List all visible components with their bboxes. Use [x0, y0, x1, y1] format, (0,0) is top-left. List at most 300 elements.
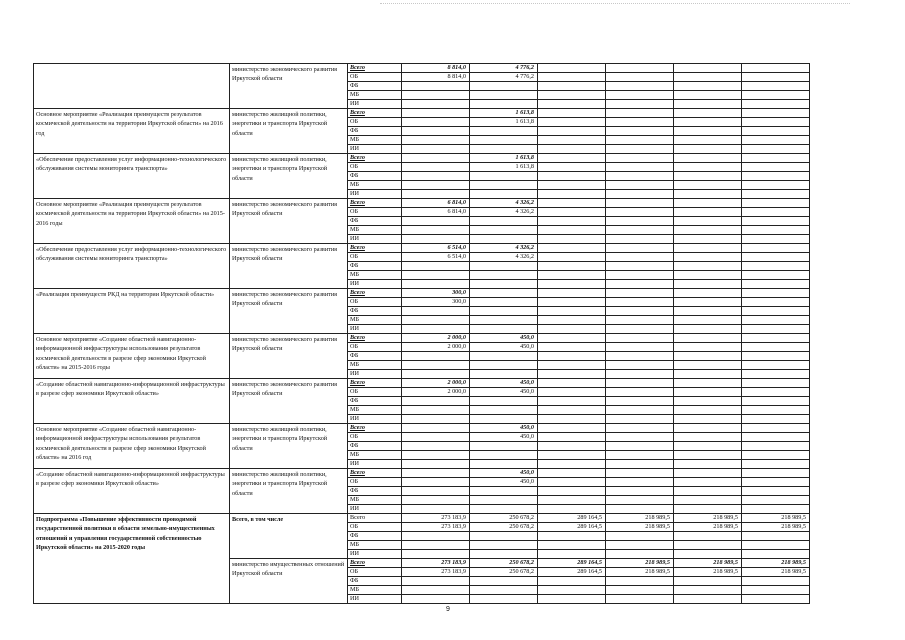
amount-cell — [402, 370, 470, 379]
amount-cell — [742, 91, 810, 100]
amount-cell — [674, 424, 742, 433]
amount-cell — [674, 82, 742, 91]
program-name: Основное мероприятие «Реализация преимуществ результатов космической деятельности на территории Иркутской области» на 2015-2016 годы — [34, 199, 230, 244]
amount-cell: 218 989,5 — [674, 568, 742, 577]
amount-cell — [606, 577, 674, 586]
amount-cell — [402, 487, 470, 496]
responsible-executor: министерство жилищной политики, энергетики и транспорта Иркутской области — [230, 424, 348, 469]
funding-source: ИИ — [348, 595, 402, 604]
amount-cell — [742, 478, 810, 487]
amount-cell — [538, 352, 606, 361]
responsible-executor: министерство экономического развития Иркутской области — [230, 334, 348, 379]
table-row — [34, 244, 810, 253]
amount-cell — [742, 172, 810, 181]
funding-source: ОБ — [348, 253, 402, 262]
amount-cell — [742, 307, 810, 316]
amount-cell — [742, 595, 810, 604]
amount-cell — [538, 586, 606, 595]
amount-cell — [606, 406, 674, 415]
amount-cell: 6 814,0 — [402, 199, 470, 208]
amount-cell — [606, 388, 674, 397]
amount-cell — [742, 100, 810, 109]
amount-cell — [742, 532, 810, 541]
amount-cell — [606, 469, 674, 478]
amount-cell — [674, 352, 742, 361]
funding-source: МБ — [348, 586, 402, 595]
responsible-executor: Всего, в том числе — [230, 514, 348, 559]
amount-cell — [470, 370, 538, 379]
amount-cell — [538, 289, 606, 298]
amount-cell: 273 183,9 — [402, 559, 470, 568]
amount-cell — [402, 127, 470, 136]
amount-cell — [742, 64, 810, 73]
funding-source: ФБ — [348, 82, 402, 91]
amount-cell — [538, 208, 606, 217]
amount-cell — [538, 73, 606, 82]
table-row — [34, 379, 810, 388]
amount-cell — [402, 307, 470, 316]
amount-cell — [402, 316, 470, 325]
funding-source: Всего — [348, 244, 402, 253]
amount-cell — [674, 163, 742, 172]
amount-cell — [538, 541, 606, 550]
amount-cell — [402, 496, 470, 505]
amount-cell — [674, 235, 742, 244]
amount-cell — [470, 100, 538, 109]
amount-cell: 450,0 — [470, 388, 538, 397]
funding-source: МБ — [348, 496, 402, 505]
amount-cell: 250 678,2 — [470, 514, 538, 523]
amount-cell: 450,0 — [470, 469, 538, 478]
amount-cell — [402, 424, 470, 433]
amount-cell — [674, 136, 742, 145]
amount-cell — [742, 262, 810, 271]
amount-cell — [470, 289, 538, 298]
amount-cell — [606, 334, 674, 343]
amount-cell — [742, 352, 810, 361]
table-row — [34, 289, 810, 298]
amount-cell — [402, 91, 470, 100]
amount-cell — [742, 235, 810, 244]
amount-cell — [538, 172, 606, 181]
amount-cell — [606, 73, 674, 82]
table-row — [34, 514, 810, 523]
amount-cell — [606, 541, 674, 550]
table-row — [34, 334, 810, 343]
amount-cell — [470, 460, 538, 469]
funding-source: ОБ — [348, 523, 402, 532]
amount-cell — [470, 190, 538, 199]
amount-cell — [470, 496, 538, 505]
amount-cell — [742, 550, 810, 559]
amount-cell — [742, 118, 810, 127]
amount-cell — [538, 505, 606, 514]
amount-cell — [538, 280, 606, 289]
funding-source: МБ — [348, 91, 402, 100]
funding-source: ИИ — [348, 100, 402, 109]
amount-cell — [606, 487, 674, 496]
amount-cell: 218 989,5 — [742, 559, 810, 568]
amount-cell — [674, 496, 742, 505]
amount-cell — [606, 118, 674, 127]
amount-cell — [742, 181, 810, 190]
amount-cell — [402, 280, 470, 289]
amount-cell — [470, 532, 538, 541]
funding-source: ОБ — [348, 478, 402, 487]
amount-cell: 4 326,2 — [470, 253, 538, 262]
amount-cell — [674, 550, 742, 559]
amount-cell — [606, 550, 674, 559]
amount-cell — [470, 316, 538, 325]
responsible-executor: министерство экономического развития Иркутской области — [230, 289, 348, 334]
amount-cell — [742, 253, 810, 262]
amount-cell — [538, 487, 606, 496]
amount-cell — [674, 532, 742, 541]
amount-cell — [606, 496, 674, 505]
amount-cell — [470, 442, 538, 451]
amount-cell — [538, 190, 606, 199]
amount-cell — [674, 109, 742, 118]
amount-cell — [606, 217, 674, 226]
amount-cell — [470, 406, 538, 415]
amount-cell — [538, 91, 606, 100]
amount-cell — [538, 361, 606, 370]
program-name: «Обеспечение предоставления услуг информационно-технологического обслуживания системы мониторинга транспорта» — [34, 244, 230, 289]
amount-cell — [470, 415, 538, 424]
amount-cell — [402, 352, 470, 361]
amount-cell — [538, 406, 606, 415]
amount-cell — [606, 91, 674, 100]
amount-cell — [606, 298, 674, 307]
funding-source: Всего — [348, 514, 402, 523]
funding-source: ИИ — [348, 460, 402, 469]
amount-cell — [674, 451, 742, 460]
table-row — [34, 154, 810, 163]
funding-source: ОБ — [348, 73, 402, 82]
amount-cell — [606, 442, 674, 451]
program-name: Основное мероприятие «Создание областной навигационно-информационной инфраструктуры использования результатов космической деятельности в разрезе сфер экономики Иркутской области» на 2015-2016 годы — [34, 334, 230, 379]
amount-cell — [742, 244, 810, 253]
amount-cell — [606, 451, 674, 460]
scan-edge-artifact — [380, 3, 850, 6]
funding-source: ФБ — [348, 217, 402, 226]
amount-cell — [742, 82, 810, 91]
amount-cell — [606, 199, 674, 208]
amount-cell — [674, 73, 742, 82]
amount-cell — [742, 541, 810, 550]
amount-cell — [606, 64, 674, 73]
amount-cell: 273 183,9 — [402, 568, 470, 577]
amount-cell: 450,0 — [470, 379, 538, 388]
amount-cell — [538, 100, 606, 109]
funding-source: ИИ — [348, 145, 402, 154]
funding-source: МБ — [348, 316, 402, 325]
amount-cell — [470, 577, 538, 586]
amount-cell — [742, 388, 810, 397]
amount-cell — [742, 163, 810, 172]
amount-cell — [470, 136, 538, 145]
amount-cell: 450,0 — [470, 433, 538, 442]
amount-cell — [742, 505, 810, 514]
funding-source: МБ — [348, 226, 402, 235]
amount-cell — [606, 154, 674, 163]
amount-cell: 289 164,5 — [538, 523, 606, 532]
amount-cell: 218 989,5 — [606, 514, 674, 523]
amount-cell — [470, 487, 538, 496]
amount-cell — [538, 217, 606, 226]
amount-cell — [674, 118, 742, 127]
amount-cell — [606, 271, 674, 280]
amount-cell — [742, 586, 810, 595]
funding-source: Всего — [348, 469, 402, 478]
amount-cell — [538, 433, 606, 442]
amount-cell: 300,0 — [402, 289, 470, 298]
amount-cell: 4 326,2 — [470, 208, 538, 217]
funding-source: ИИ — [348, 325, 402, 334]
amount-cell — [742, 487, 810, 496]
funding-source: МБ — [348, 271, 402, 280]
funding-source: ФБ — [348, 487, 402, 496]
amount-cell — [470, 595, 538, 604]
amount-cell — [538, 460, 606, 469]
amount-cell — [674, 361, 742, 370]
amount-cell: 450,0 — [470, 343, 538, 352]
funding-source: ОБ — [348, 208, 402, 217]
funding-source: ФБ — [348, 172, 402, 181]
program-name — [34, 64, 230, 109]
funding-source: ФБ — [348, 352, 402, 361]
amount-cell — [674, 505, 742, 514]
amount-cell — [470, 307, 538, 316]
amount-cell: 250 678,2 — [470, 559, 538, 568]
amount-cell — [470, 541, 538, 550]
amount-cell: 6 514,0 — [402, 253, 470, 262]
amount-cell — [606, 478, 674, 487]
program-name: «Создание областной навигационно-информационной инфраструктуры в разрезе сфер экономики Иркутской области» — [34, 469, 230, 514]
amount-cell — [402, 181, 470, 190]
program-name: Основное мероприятие «Реализация преимуществ результатов космической деятельности на территории Иркутской области» на 2016 год — [34, 109, 230, 154]
amount-cell — [674, 100, 742, 109]
funding-source: ИИ — [348, 415, 402, 424]
amount-cell — [402, 217, 470, 226]
amount-cell — [606, 109, 674, 118]
amount-cell — [742, 217, 810, 226]
funding-source: Всего — [348, 109, 402, 118]
amount-cell — [606, 424, 674, 433]
amount-cell — [402, 109, 470, 118]
amount-cell — [402, 397, 470, 406]
funding-source: ИИ — [348, 235, 402, 244]
funding-source: МБ — [348, 406, 402, 415]
amount-cell — [538, 145, 606, 154]
amount-cell — [742, 361, 810, 370]
amount-cell — [402, 532, 470, 541]
amount-cell — [402, 586, 470, 595]
funding-source: ОБ — [348, 118, 402, 127]
amount-cell: 218 989,5 — [674, 559, 742, 568]
amount-cell — [402, 469, 470, 478]
funding-source: ИИ — [348, 370, 402, 379]
amount-cell — [402, 262, 470, 271]
amount-cell — [538, 577, 606, 586]
amount-cell — [606, 226, 674, 235]
amount-cell: 2 000,0 — [402, 388, 470, 397]
amount-cell — [470, 235, 538, 244]
amount-cell — [402, 136, 470, 145]
amount-cell: 218 989,5 — [742, 568, 810, 577]
amount-cell — [674, 145, 742, 154]
amount-cell — [742, 316, 810, 325]
amount-cell — [538, 235, 606, 244]
amount-cell — [674, 316, 742, 325]
amount-cell: 1 613,8 — [470, 118, 538, 127]
amount-cell — [606, 235, 674, 244]
amount-cell — [606, 586, 674, 595]
amount-cell: 250 678,2 — [470, 523, 538, 532]
amount-cell: 450,0 — [470, 424, 538, 433]
amount-cell — [674, 172, 742, 181]
amount-cell — [538, 262, 606, 271]
amount-cell — [470, 397, 538, 406]
amount-cell — [538, 226, 606, 235]
amount-cell — [674, 577, 742, 586]
funding-source: ИИ — [348, 190, 402, 199]
amount-cell — [402, 595, 470, 604]
table-row — [34, 109, 810, 118]
program-name: Подпрограмма «Повышение эффективности проводимой государственной политики в области земельно-имущественных отношений и управления государственной собственностью Иркутской области» на 2015-2020 годы — [34, 514, 230, 604]
amount-cell — [674, 91, 742, 100]
amount-cell — [742, 379, 810, 388]
amount-cell — [402, 451, 470, 460]
amount-cell: 218 989,5 — [742, 514, 810, 523]
amount-cell — [674, 280, 742, 289]
amount-cell — [742, 280, 810, 289]
funding-source: ИИ — [348, 550, 402, 559]
amount-cell — [742, 496, 810, 505]
amount-cell — [606, 379, 674, 388]
amount-cell — [606, 505, 674, 514]
funding-source: ФБ — [348, 127, 402, 136]
funding-source: Всего — [348, 424, 402, 433]
funding-source: ОБ — [348, 388, 402, 397]
amount-cell — [402, 415, 470, 424]
amount-cell — [674, 487, 742, 496]
amount-cell — [470, 325, 538, 334]
funding-source: МБ — [348, 181, 402, 190]
amount-cell — [674, 460, 742, 469]
amount-cell — [674, 199, 742, 208]
amount-cell — [538, 253, 606, 262]
amount-cell: 4 776,2 — [470, 64, 538, 73]
amount-cell — [402, 442, 470, 451]
amount-cell — [674, 406, 742, 415]
amount-cell — [606, 253, 674, 262]
amount-cell — [742, 334, 810, 343]
amount-cell — [538, 154, 606, 163]
amount-cell — [470, 361, 538, 370]
amount-cell — [674, 298, 742, 307]
amount-cell — [674, 325, 742, 334]
amount-cell — [402, 100, 470, 109]
program-name: «Реализация преимуществ РКД на территории Иркутской области» — [34, 289, 230, 334]
amount-cell — [606, 280, 674, 289]
amount-cell — [674, 343, 742, 352]
amount-cell — [606, 433, 674, 442]
amount-cell — [402, 82, 470, 91]
amount-cell — [402, 235, 470, 244]
amount-cell — [606, 136, 674, 145]
table-row — [34, 469, 810, 478]
amount-cell — [674, 226, 742, 235]
amount-cell: 6 514,0 — [402, 244, 470, 253]
amount-cell — [538, 199, 606, 208]
amount-cell — [470, 226, 538, 235]
table-row — [34, 199, 810, 208]
funding-source: МБ — [348, 361, 402, 370]
amount-cell — [674, 289, 742, 298]
amount-cell: 8 814,0 — [402, 64, 470, 73]
funding-source: ИИ — [348, 280, 402, 289]
amount-cell — [470, 298, 538, 307]
funding-source: Всего — [348, 199, 402, 208]
amount-cell — [742, 406, 810, 415]
amount-cell: 300,0 — [402, 298, 470, 307]
funding-source: Всего — [348, 334, 402, 343]
amount-cell: 2 000,0 — [402, 379, 470, 388]
budget-table — [33, 63, 810, 604]
amount-cell — [402, 505, 470, 514]
amount-cell — [606, 397, 674, 406]
amount-cell — [674, 64, 742, 73]
amount-cell — [674, 478, 742, 487]
amount-cell — [538, 316, 606, 325]
amount-cell — [606, 172, 674, 181]
amount-cell: 273 183,9 — [402, 514, 470, 523]
funding-source: МБ — [348, 541, 402, 550]
amount-cell: 218 989,5 — [606, 523, 674, 532]
page-number: 9 — [446, 606, 450, 613]
amount-cell: 8 814,0 — [402, 73, 470, 82]
responsible-executor: министерство жилищной политики, энергетики и транспорта Иркутской области — [230, 109, 348, 154]
amount-cell — [606, 532, 674, 541]
amount-cell — [606, 145, 674, 154]
amount-cell — [538, 595, 606, 604]
amount-cell — [742, 343, 810, 352]
funding-source: ОБ — [348, 298, 402, 307]
amount-cell — [674, 262, 742, 271]
amount-cell — [402, 577, 470, 586]
amount-cell — [742, 442, 810, 451]
amount-cell — [742, 424, 810, 433]
amount-cell — [674, 379, 742, 388]
amount-cell — [538, 397, 606, 406]
amount-cell — [470, 451, 538, 460]
amount-cell: 218 989,5 — [674, 523, 742, 532]
amount-cell — [470, 172, 538, 181]
amount-cell — [470, 271, 538, 280]
amount-cell — [674, 595, 742, 604]
amount-cell — [538, 298, 606, 307]
amount-cell — [606, 316, 674, 325]
table-row — [34, 64, 810, 73]
amount-cell: 6 814,0 — [402, 208, 470, 217]
responsible-executor: министерство экономического развития Иркутской области — [230, 64, 348, 109]
amount-cell: 2 000,0 — [402, 343, 470, 352]
amount-cell — [742, 460, 810, 469]
program-name: Основное мероприятие «Создание областной навигационно-информационной инфраструктуры использования результатов космической деятельности в разрезе сфер экономики Иркутской области» на 2016 год — [34, 424, 230, 469]
amount-cell — [674, 127, 742, 136]
funding-source: ОБ — [348, 343, 402, 352]
